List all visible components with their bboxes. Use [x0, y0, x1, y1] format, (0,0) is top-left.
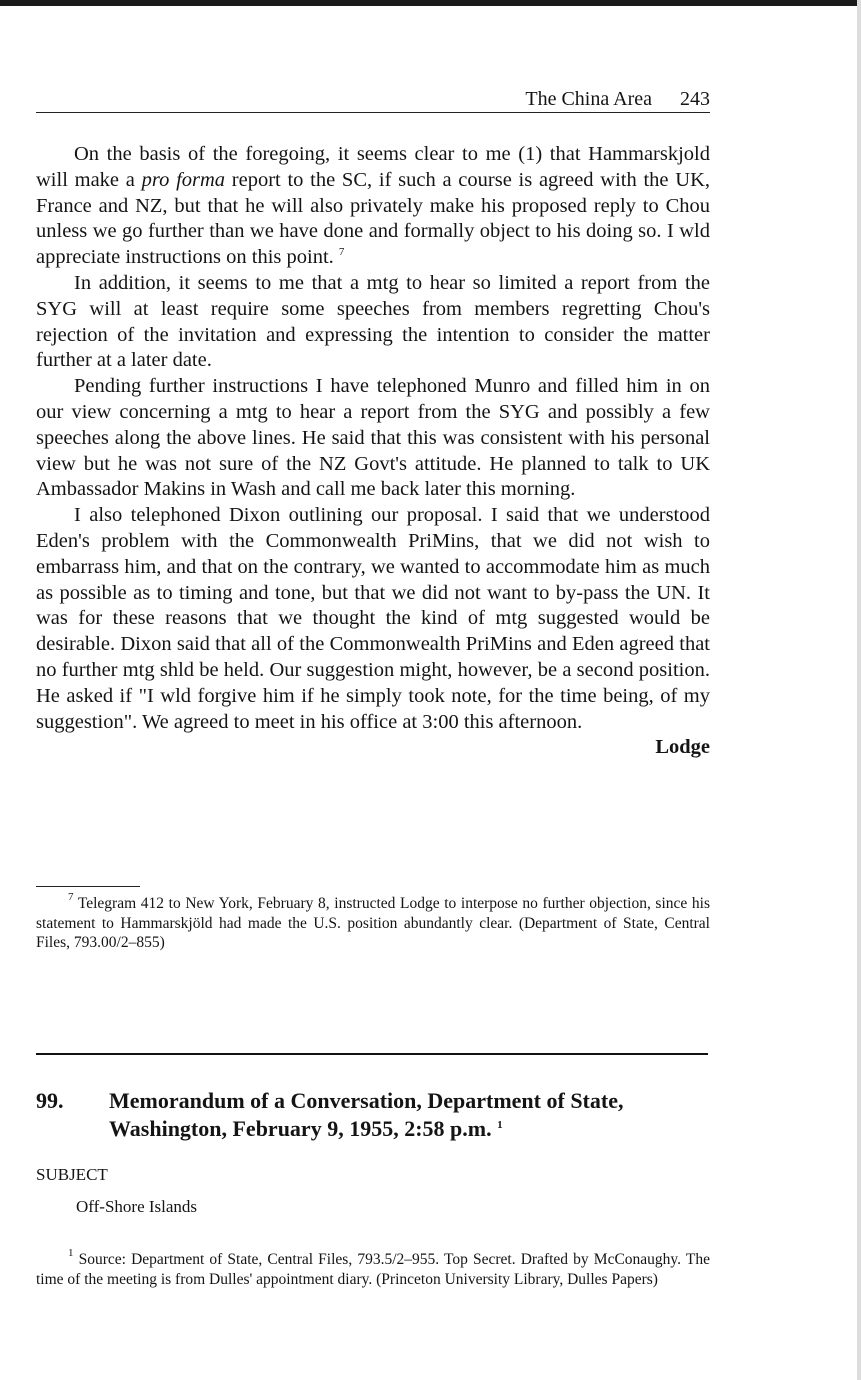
paragraph-3: Pending further instructions I have telephoned Munro and filled him in on our view concerning a mtg to hear a report from the SYG and possibly a few speeches along the above lines. He said that this was consistent with his personal view but he was not sure of the NZ Govt's attitude. He planned to talk to UK Ambassador Makins in Wash and call me back later this morning.	[36, 375, 710, 501]
italic-phrase: pro forma	[141, 168, 226, 191]
running-title: The China Area	[525, 88, 652, 110]
footnote-7	[36, 891, 710, 953]
subject-value: Off-Shore Islands	[76, 1197, 198, 1216]
paragraph-4: I also telephoned Dixon outlining our proposal. I said that we understood Eden's problem with the Commonwealth PriMins, that we did not wish to embarrass him, and that on the contrary, we wanted to accommodate him as much as possible as to timing and tone, but that we did not want to by-pass the UN. It was for these reasons that we thought the kind of mtg suggested would be desirable. Dixon said that all of the Commonwealth PriMins and Eden agreed that no further mtg shld be held. Our suggestion might, however, be a second position. He asked if "I wld forgive him if he simply took note, for the time being, of my suggestion". We agreed to meet in his office at 3:00 this afternoon.	[36, 504, 710, 733]
footnote-1-text: Source: Department of State, Central Files, 793.5/2–955. Top Secret. Drafted by McConaughy. The time of the meeting is from Dulles' appointment diary. (Princeton University Library, Dulles Papers)	[36, 1251, 710, 1288]
footnote-7-text: Telegram 412 to New York, February 8, instructed Lodge to interpose no further objection, since his statement to Hammarskjöld had made the U.S. position abundantly clear. (Department of State, Central Files, 793.00/2–855)	[36, 895, 710, 951]
running-header	[36, 88, 710, 113]
paragraph-2: In addition, it seems to me that a mtg to hear so limited a report from the SYG will at least require some speeches from members regretting Chou's rejection of the invitation and expressing the intention to consider the matter further at a later date.	[36, 271, 710, 372]
document-title	[109, 1087, 709, 1143]
page-number: 243	[680, 88, 710, 110]
footnote-divider	[36, 886, 140, 887]
paragraph-1-end: report to the SC, if such a course is agreed with the UK, France and NZ, but that he will also privately make his proposed reply to Chou unless we go further than we have done and formally object to his doing so. I wld appreciate instructions on this point.	[36, 168, 710, 269]
footnote-1	[36, 1247, 710, 1289]
paragraph-1	[36, 142, 710, 271]
page-right-edge	[857, 0, 861, 1380]
subject-label: SUBJECT	[36, 1165, 108, 1184]
section-divider	[36, 1053, 708, 1055]
document-title-text: Memorandum of a Conversation, Department of State, Washington, February 9, 1955, 2:58 p.m.	[109, 1088, 624, 1141]
paragraph-1-start: On the basis of the foregoing, it seems clear to me (1) that Hammarskjold will make a	[36, 143, 710, 191]
footnote-7-marker: 7	[68, 891, 74, 903]
document-number: 99.	[36, 1088, 64, 1113]
footnote-ref-7: 7	[338, 246, 345, 259]
footnote-1-marker: 1	[68, 1247, 74, 1259]
body-text	[36, 142, 710, 761]
signature: Lodge	[655, 736, 710, 759]
footnote-ref-1: 1	[497, 1119, 503, 1131]
page-top-edge	[0, 0, 861, 6]
